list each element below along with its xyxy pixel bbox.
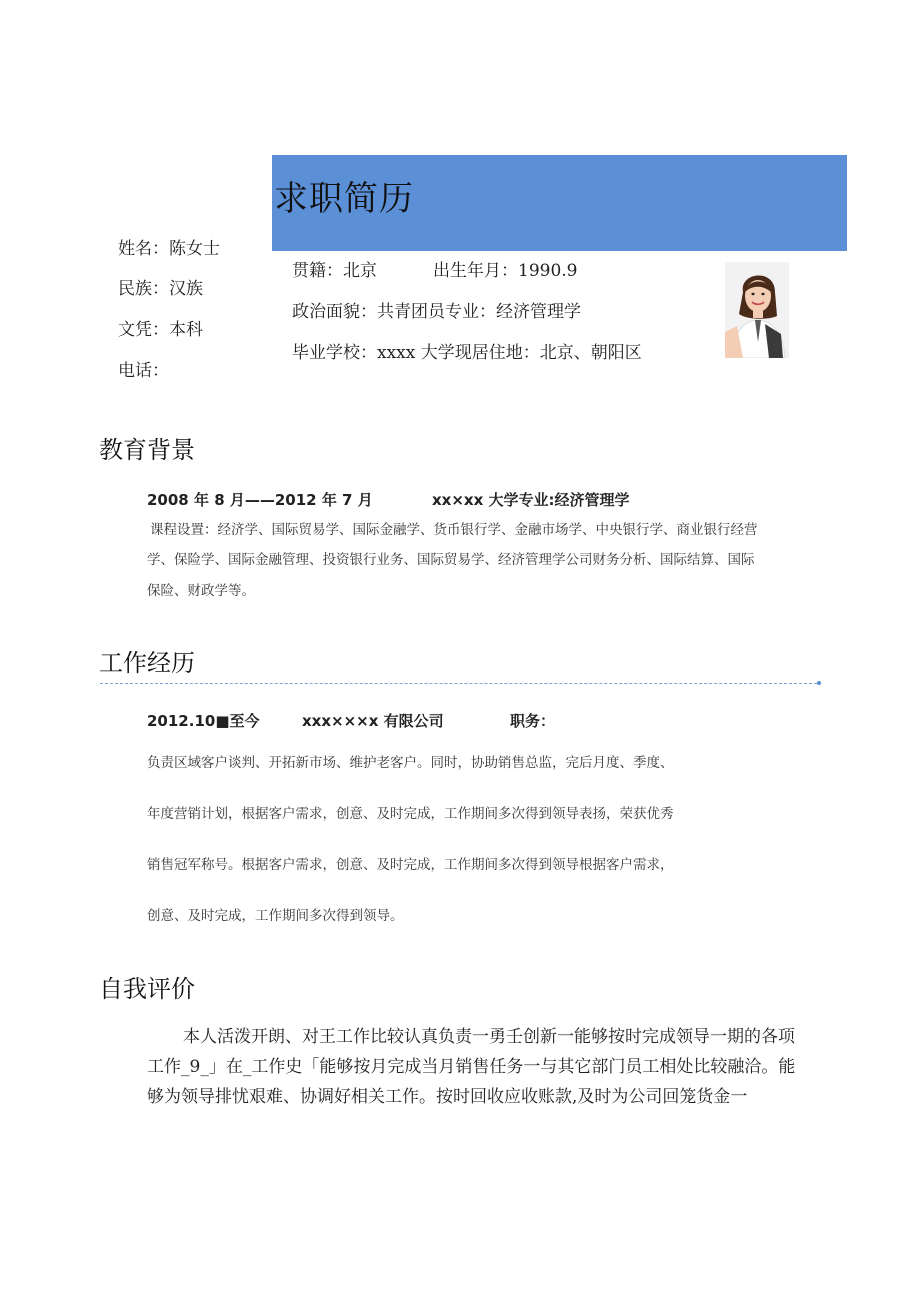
self-eval-heading: 自我评价 xyxy=(99,975,195,1003)
course-line: 课程设置：经济学、国际贸易学、国际金融学、货币银行学、金融市场学、中央银行学、商业银行经营 xyxy=(150,522,758,538)
page-title: 求职简历 xyxy=(274,179,414,219)
work-description-line: 负责区域客户谈判、开拓新市场、维护老客户。同时，协助销售总监，完后月度、季度、 xyxy=(147,755,674,771)
title-banner xyxy=(272,155,847,251)
portrait-image xyxy=(725,262,789,358)
education-school-major: xx×xx 大学专业:经济管理学 xyxy=(432,491,630,509)
phone-field: 电话： xyxy=(118,361,169,381)
work-description-line: 年度营销计划，根据客户需求，创意、及时完成，工作期间多次得到领导表扬，荣获优秀 xyxy=(147,806,674,822)
education-period: 2008 年 8 月——2012 年 7 月 xyxy=(147,491,373,509)
school-address-field: 毕业学校：xxxx 大学现居住地：北京、朝阳区 xyxy=(292,343,642,363)
work-description-line: 创意、及时完成，工作期间多次得到领导。 xyxy=(147,908,404,924)
work-description-line: 销售冠军称号。根据客户需求，创意、及时完成，工作期间多次得到领导根据客户需求， xyxy=(147,857,674,873)
education-level-field: 文凭：本科 xyxy=(118,320,203,340)
name-field: 姓名：陈女士 xyxy=(118,239,220,259)
section-divider xyxy=(100,683,817,684)
self-eval-line: 工作_9_」在_工作史「能够按月完成当月销售任务一与其它部门员工相处比较融洽。能 xyxy=(147,1057,796,1077)
course-line: 学、保险学、国际金融管理、投资银行业务、国际贸易学、经济管理学公司财务分析、国际结算、国际 xyxy=(147,552,755,568)
work-period: 2012.10■至今 xyxy=(147,712,260,730)
work-position: 职务： xyxy=(510,712,556,730)
native-place-field: 贯籍：北京 xyxy=(292,261,377,281)
birth-field: 出生年月：1990.9 xyxy=(433,261,578,281)
self-eval-paragraph xyxy=(147,1022,847,1112)
ethnicity-field: 民族：汉族 xyxy=(118,279,203,299)
self-eval-line: 本人活泼开朗、对王工作比较认真负责一勇壬创新一能够按时完成领导一期的各项 xyxy=(183,1027,795,1047)
work-heading: 工作经历 xyxy=(99,649,195,677)
course-line: 保险、财政学等。 xyxy=(147,583,255,599)
political-major-field: 政治面貌：共青团员专业：经济管理学 xyxy=(292,302,581,322)
divider-dot xyxy=(817,681,821,685)
education-heading: 教育背景 xyxy=(99,436,195,464)
self-eval-line: 够为领导排忧艰难、协调好相关工作。按时回收应收账款,及时为公司回笼货金一 xyxy=(147,1087,748,1107)
profile-photo xyxy=(725,262,789,358)
work-company: xxx×××x 有限公司 xyxy=(302,712,444,730)
